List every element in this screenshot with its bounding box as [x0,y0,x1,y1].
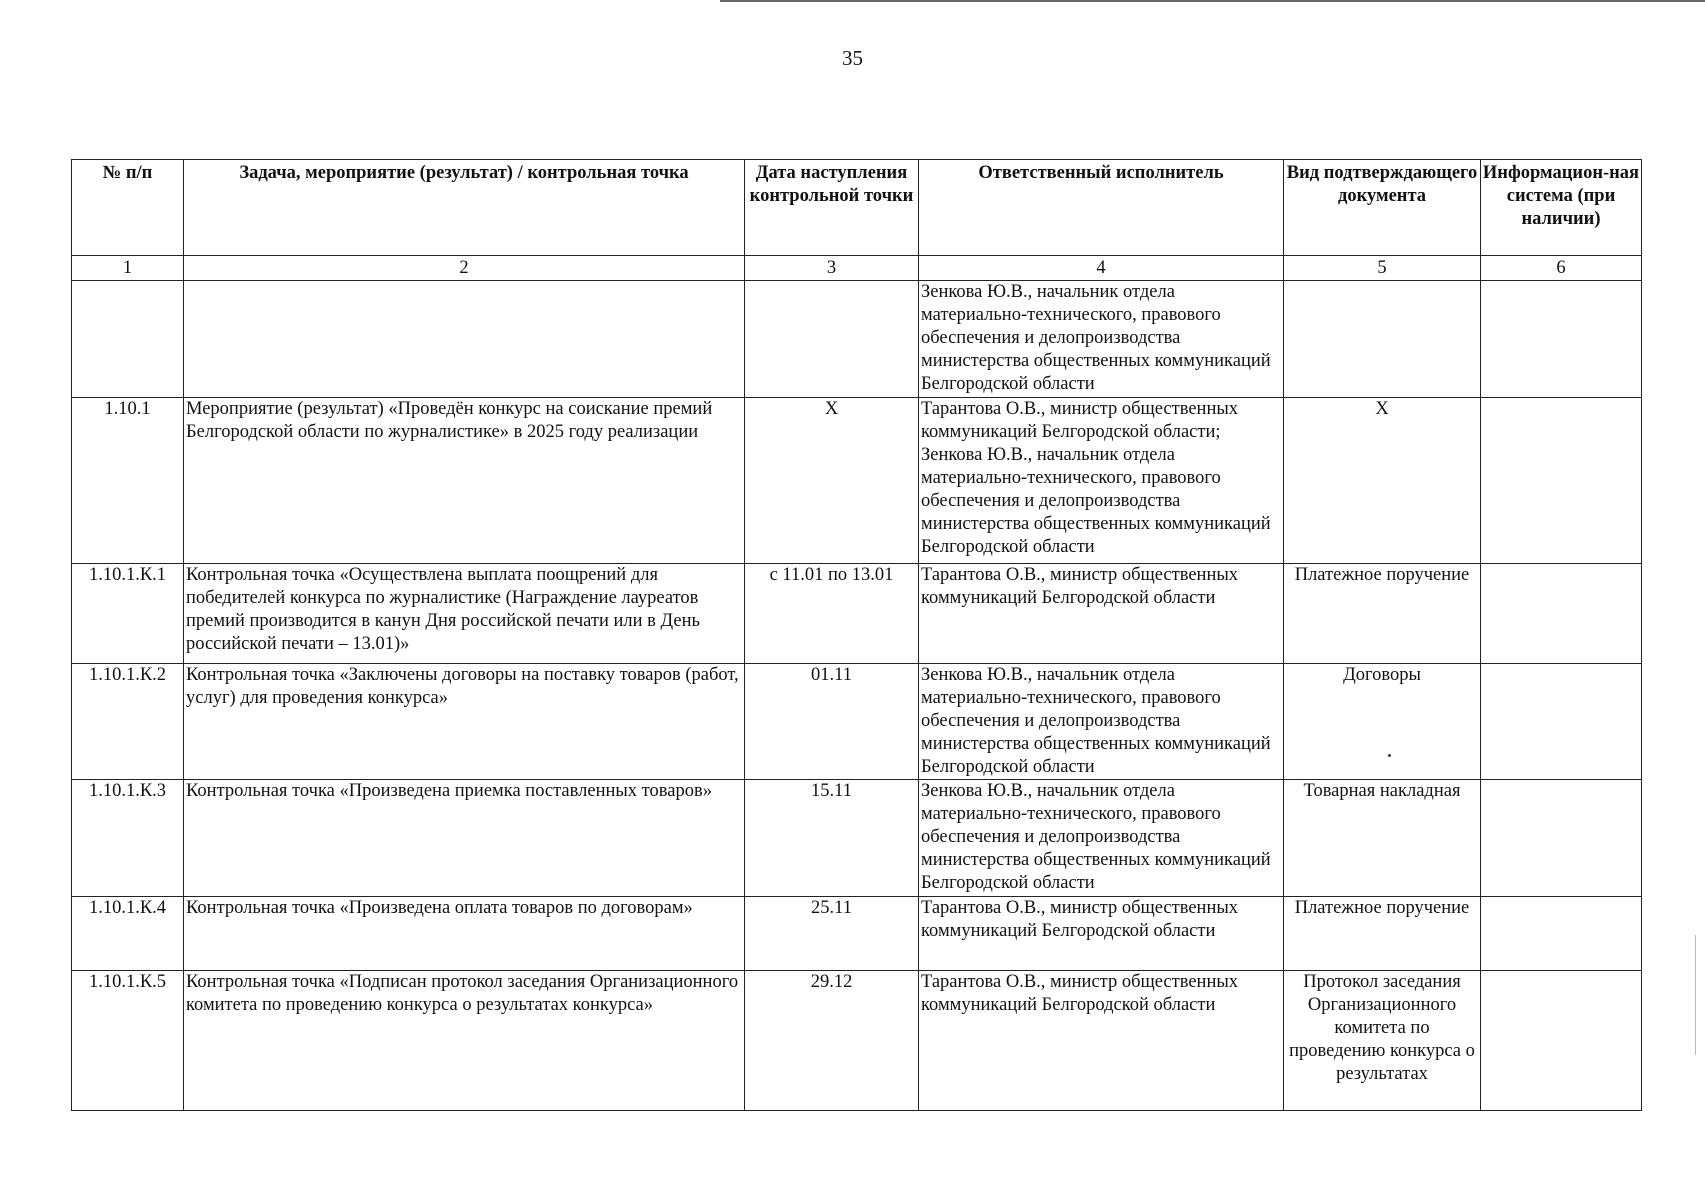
row-num: 1.10.1.К.3 [72,780,184,897]
row-system [1481,897,1642,971]
top-scan-rule [720,0,1705,2]
row-task: Контрольная точка «Произведена оплата товаров по договорам» [184,897,745,971]
row-executor: Тарантова О.В., министр общественных коммуникаций Белгородской области [919,971,1284,1111]
row-date: X [745,398,919,564]
row-date: 25.11 [745,897,919,971]
table-row [72,897,1642,971]
column-numbers-row [72,256,1642,281]
column-number: 1 [72,256,184,281]
row-doc: Товарная накладная [1284,780,1481,897]
row-date: 29.12 [745,971,919,1111]
row-system [1481,971,1642,1111]
row-system [1481,281,1642,398]
header-executor: Ответственный исполнитель [919,160,1284,256]
row-num [72,281,184,398]
row-doc: Протокол заседания Организационного комитета по проведению конкурса о результатах [1284,971,1481,1111]
column-number: 5 [1284,256,1481,281]
row-system [1481,664,1642,780]
row-system [1481,780,1642,897]
row-executor: Зенкова Ю.В., начальник отдела материально-технического, правового обеспечения и делопроизводства министерства общественных коммуникаций Белгородской области [919,780,1284,897]
column-number: 2 [184,256,745,281]
row-doc: Платежное поручение [1284,897,1481,971]
row-date [745,281,919,398]
scan-speck [1388,754,1391,757]
column-number: 4 [919,256,1284,281]
header-doc: Вид подтверждающего документа [1284,160,1481,256]
row-num: 1.10.1.К.5 [72,971,184,1111]
row-executor: Тарантова О.В., министр общественных коммуникаций Белгородской области [919,897,1284,971]
row-num: 1.10.1 [72,398,184,564]
scan-edge-line [1695,935,1696,1055]
table-row [72,971,1642,1111]
row-system [1481,564,1642,664]
row-task: Контрольная точка «Осуществлена выплата поощрений для победителей конкурса по журналистике (Награждение лауреатов премий производится в канун Дня российской печати или в День российской печати – 13.01)» [184,564,745,664]
row-date: с 11.01 по 13.01 [745,564,919,664]
row-doc [1284,281,1481,398]
row-task: Контрольная точка «Произведена приемка поставленных товаров» [184,780,745,897]
row-num: 1.10.1.К.1 [72,564,184,664]
row-executor: Зенкова Ю.В., начальник отдела материально-технического, правового обеспечения и делопроизводства министерства общественных коммуникаций Белгородской области [919,664,1284,780]
row-doc: X [1284,398,1481,564]
row-executor: Зенкова Ю.В., начальник отдела материально-технического, правового обеспечения и делопроизводства министерства общественных коммуникаций Белгородской области [919,281,1284,398]
header-num: № п/п [72,160,184,256]
table-row [72,564,1642,664]
row-num: 1.10.1.К.2 [72,664,184,780]
header-system: Информацион-ная система (при наличии) [1481,160,1642,256]
column-number: 3 [745,256,919,281]
header-row [72,160,1642,256]
row-date: 15.11 [745,780,919,897]
row-system [1481,398,1642,564]
row-doc: Платежное поручение [1284,564,1481,664]
table-row [72,281,1642,398]
row-task [184,281,745,398]
column-number: 6 [1481,256,1642,281]
page-number: 35 [842,46,863,70]
header-date: Дата наступления контрольной точки [745,160,919,256]
table-row [72,664,1642,780]
row-num: 1.10.1.К.4 [72,897,184,971]
row-executor: Тарантова О.В., министр общественных коммуникаций Белгородской области; Зенкова Ю.В., начальник отдела материально-технического, правового обеспечения и делопроизводства министерства общественных коммуникаций Белгородской области [919,398,1284,564]
header-task: Задача, мероприятие (результат) / контрольная точка [184,160,745,256]
row-executor: Тарантова О.В., министр общественных коммуникаций Белгородской области [919,564,1284,664]
row-task: Контрольная точка «Подписан протокол заседания Организационного комитета по проведению конкурса о результатах конкурса» [184,971,745,1111]
row-doc: Договоры [1284,664,1481,780]
table-row [72,398,1642,564]
table-row [72,780,1642,897]
control-points-table [71,159,1642,1111]
row-date: 01.11 [745,664,919,780]
row-task: Контрольная точка «Заключены договоры на поставку товаров (работ, услуг) для проведения конкурса» [184,664,745,780]
row-task: Мероприятие (результат) «Проведён конкурс на соискание премий Белгородской области по журналистике» в 2025 году реализации [184,398,745,564]
